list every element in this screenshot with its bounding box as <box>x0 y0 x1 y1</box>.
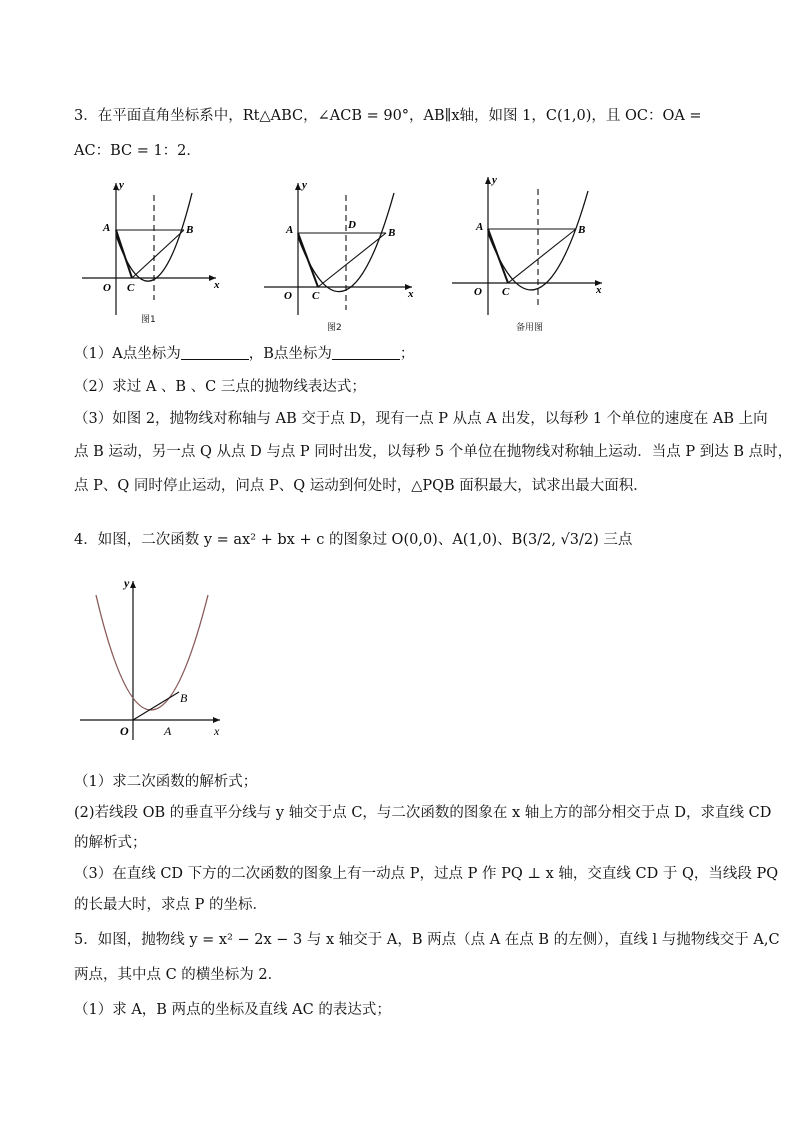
q3-part3-line1: （3）如图 2，抛物线对称轴与 AB 交于点 D，现有一点 P 从点 A 出发，以每秒 1 个单位的速度在 AB 上向 <box>74 411 768 427</box>
q4-part3-line1: （3）在直线 CD 下方的二次函数的图象上有一动点 P，过点 P 作 PQ ⊥ x 轴，交直线 CD 于 Q，当线段 PQ <box>74 866 779 882</box>
q3-part2: （2）求过 A 、B 、C 三点的抛物线表达式； <box>74 379 366 395</box>
fig2-point-b: B <box>388 227 396 239</box>
q4-part2-line1: (2)若线段 OB 的垂直平分线与 y 轴交于点 C，与二次函数的图象在 x 轴上方的部分相交于点 D，求直线 CD <box>74 805 772 821</box>
q3-part1-end: ； <box>399 346 415 362</box>
fig2-point-a: A <box>286 224 294 236</box>
fig2-x-label: x <box>408 288 414 300</box>
q3-figure-1 <box>76 175 226 325</box>
q5-intro-line1: 5．如图，抛物线 y = x² − 2x − 3 与 x 轴交于 A，B 两点（点 A 在点 B 的左侧），直线 l 与抛物线交于 A,C <box>74 932 780 948</box>
q3-intro-line2: AC：BC = 1：2． <box>74 143 201 159</box>
q4-part1: （1）求二次函数的解析式； <box>74 774 258 790</box>
fig2-caption: 图2 <box>327 323 342 333</box>
fig2-point-c: C <box>312 290 320 302</box>
fig1-caption: 图1 <box>141 315 156 325</box>
q3-answer-blank-a[interactable] <box>181 345 249 360</box>
fig3-origin: O <box>474 286 482 298</box>
q4-part3-line2: 的长最大时，求点 P 的坐标． <box>74 897 267 913</box>
q3-part1 <box>74 344 414 364</box>
q3-part1-b-label: ，B点坐标为 <box>248 346 332 362</box>
q4-figure <box>78 575 238 745</box>
fig3-point-c: C <box>502 286 510 298</box>
q4-intro: 4．如图，二次函数 y = ax² + bx + c 的图象过 O(0,0)、A(1,0)、B(3/2, √3/2) 三点 <box>74 532 633 548</box>
q4-fig-x-label: x <box>214 724 220 738</box>
q4-fig-origin: O <box>120 724 129 738</box>
fig2-origin: O <box>284 290 292 302</box>
q3-figure-backup <box>446 175 611 325</box>
q3-part3-line3: 点 P、Q 同时停止运动，问点 P、Q 运动到何处时，△PQB 面积最大，试求出最大面积． <box>74 478 648 494</box>
q3-intro-line1: 3．在平面直角坐标系中，Rt△ABC，∠ACB = 90°，AB∥x轴，如图 1，C(1,0)，且 OC：OA = <box>74 108 702 124</box>
fig3-caption: 备用图 <box>516 323 544 333</box>
fig1-point-c: C <box>127 282 135 294</box>
q5-intro-line2: 两点，其中点 C 的横坐标为 2． <box>74 967 283 983</box>
fig1-y-label: y <box>119 179 124 191</box>
fig2-y-label: y <box>302 179 307 191</box>
q4-part2-line2: 的解析式； <box>74 835 147 851</box>
q3-answer-blank-b[interactable] <box>332 345 400 360</box>
fig3-x-label: x <box>596 284 602 296</box>
fig1-point-a: A <box>103 222 111 234</box>
q5-part1: （1）求 A，B 两点的坐标及直线 AC 的表达式； <box>74 1002 391 1018</box>
fig1-point-b: B <box>186 224 194 236</box>
q4-fig-point-b: B <box>180 691 188 705</box>
fig1-x-label: x <box>214 279 220 291</box>
q4-fig-y-label: y <box>124 576 130 590</box>
q3-part3-line2: 点 B 运动，另一点 Q 从点 D 与点 P 同时出发，以每秒 5 个单位在抛物线对称轴上运动．当点 P 到达 B 点时， <box>74 444 793 460</box>
fig3-y-label: y <box>492 174 497 186</box>
fig1-origin: O <box>103 282 111 294</box>
fig3-point-b: B <box>578 224 586 236</box>
q4-fig-point-a: A <box>164 724 172 738</box>
q3-figure-2 <box>258 175 423 325</box>
q3-part1-a-label: （1）A点坐标为 <box>74 346 181 362</box>
fig3-point-a: A <box>476 221 484 233</box>
fig2-point-d: D <box>348 219 356 231</box>
